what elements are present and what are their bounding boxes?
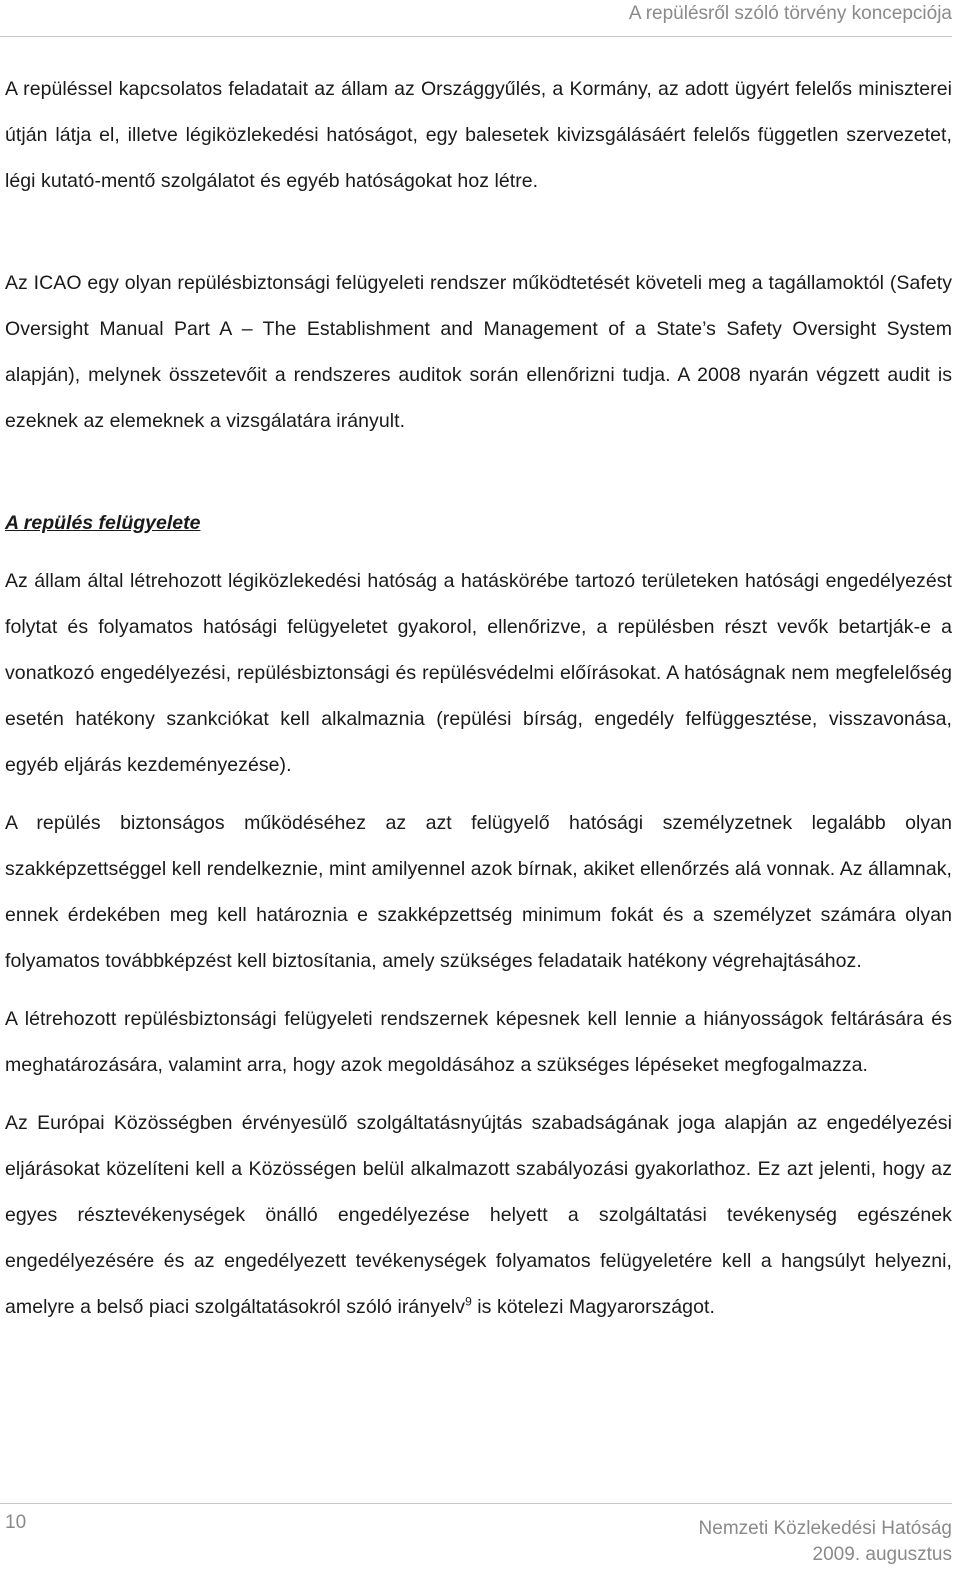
footer-organization: Nemzeti Közlekedési Hatóság [698, 1518, 952, 1539]
footnote-reference[interactable]: 9 [465, 1294, 472, 1309]
header-title: A repülésről szóló törvény koncepciója [628, 3, 952, 24]
page-footer [699, 1516, 952, 1568]
paragraph-eu-licensing-end: is kötelezi Magyarországot. [471, 1296, 715, 1318]
document-body [5, 66, 952, 1342]
footer-divider [0, 1503, 952, 1504]
page-header [0, 0, 952, 37]
paragraph-state-responsibilities: A repüléssel kapcsolatos feladatait az állam az Országgyűlés, a Kormány, az adott ügyért felelős miniszterei útján látja el, illetve légiközlekedési hatóságot, egy balesetek kivizsgálásáért felelős független szervezetet, légi kutató-mentő szolgálatot és egyéb hatóságokat hoz létre. [5, 78, 952, 192]
section-heading: A repülés felügyelete [5, 512, 201, 534]
page-number: 10 [5, 1512, 27, 1533]
paragraph-authority-supervision: Az állam által létrehozott légiközlekedési hatóság a hatáskörébe tartozó területeken hatósági engedélyezést folytat és folyamatos hatósági felügyeletet gyakorol, ellenőrizve, a repülésben részt vevők betartják-e a vonatkozó engedélyezési, repülésbiztonsági és repülésvédelmi előírásokat. A hatóságnak nem megfelelőség esetén hatékony szankciókat kell alkalmaznia (repülési bírság, engedély felfüggesztése, visszavonása, egyéb eljárás kezdeményezése). [5, 570, 952, 776]
paragraph-staff-qualification: A repülés biztonságos működéséhez az azt felügyelő hatósági személyzetnek legalább olyan szakképzettséggel kell rendelkeznie, mint amilyennel azok bírnak, akiket ellenőrzés alá vonnak. Az államnak, ennek érdekében meg kell határoznia e szakképzettség minimum fokát és a személyzet számára olyan folyamatos továbbképzést kell biztosítania, amely szükséges feladataik hatékony végrehajtásához. [5, 812, 952, 972]
paragraph-icao-oversight: Az ICAO egy olyan repülésbiztonsági felügyeleti rendszer működtetését követeli meg a tagállamoktól (Safety Oversight Manual Part A – The Establishment and Management of a State’s Safety Oversight System alapján), melynek összetevőit a rendszeres auditok során ellenőrizni tudja. A 2008 nyarán végzett audit is ezeknek az elemeknek a vizsgálatára irányult. [5, 272, 952, 432]
paragraph-eu-licensing [5, 1100, 952, 1330]
paragraph-eu-licensing-text: Az Európai Közösségben érvényesülő szolgáltatásnyújtás szabadságának joga alapján az engedélyezési eljárásokat közelíteni kell a Közösségen belül alkalmazott szabályozási gyakorlathoz. Ez azt jelenti, hogy az egyes résztevékenységek önálló engedélyezése helyett a szolgáltatási tevékenység egészének engedélyezésére és az engedélyezett tevékenységek folyamatos felügyeletére kell a hangsúlyt helyezni, amelyre a belső piaci szolgáltatásokról szóló irányelv [5, 1112, 952, 1318]
paragraph-deficiency-detection: A létrehozott repülésbiztonsági felügyeleti rendszernek képesnek kell lennie a hiányosságok feltárására és meghatározására, valamint arra, hogy azok megoldásához a szükséges lépéseket megfogalmazza. [5, 1008, 952, 1076]
footer-date: 2009. augusztus [812, 1544, 952, 1565]
